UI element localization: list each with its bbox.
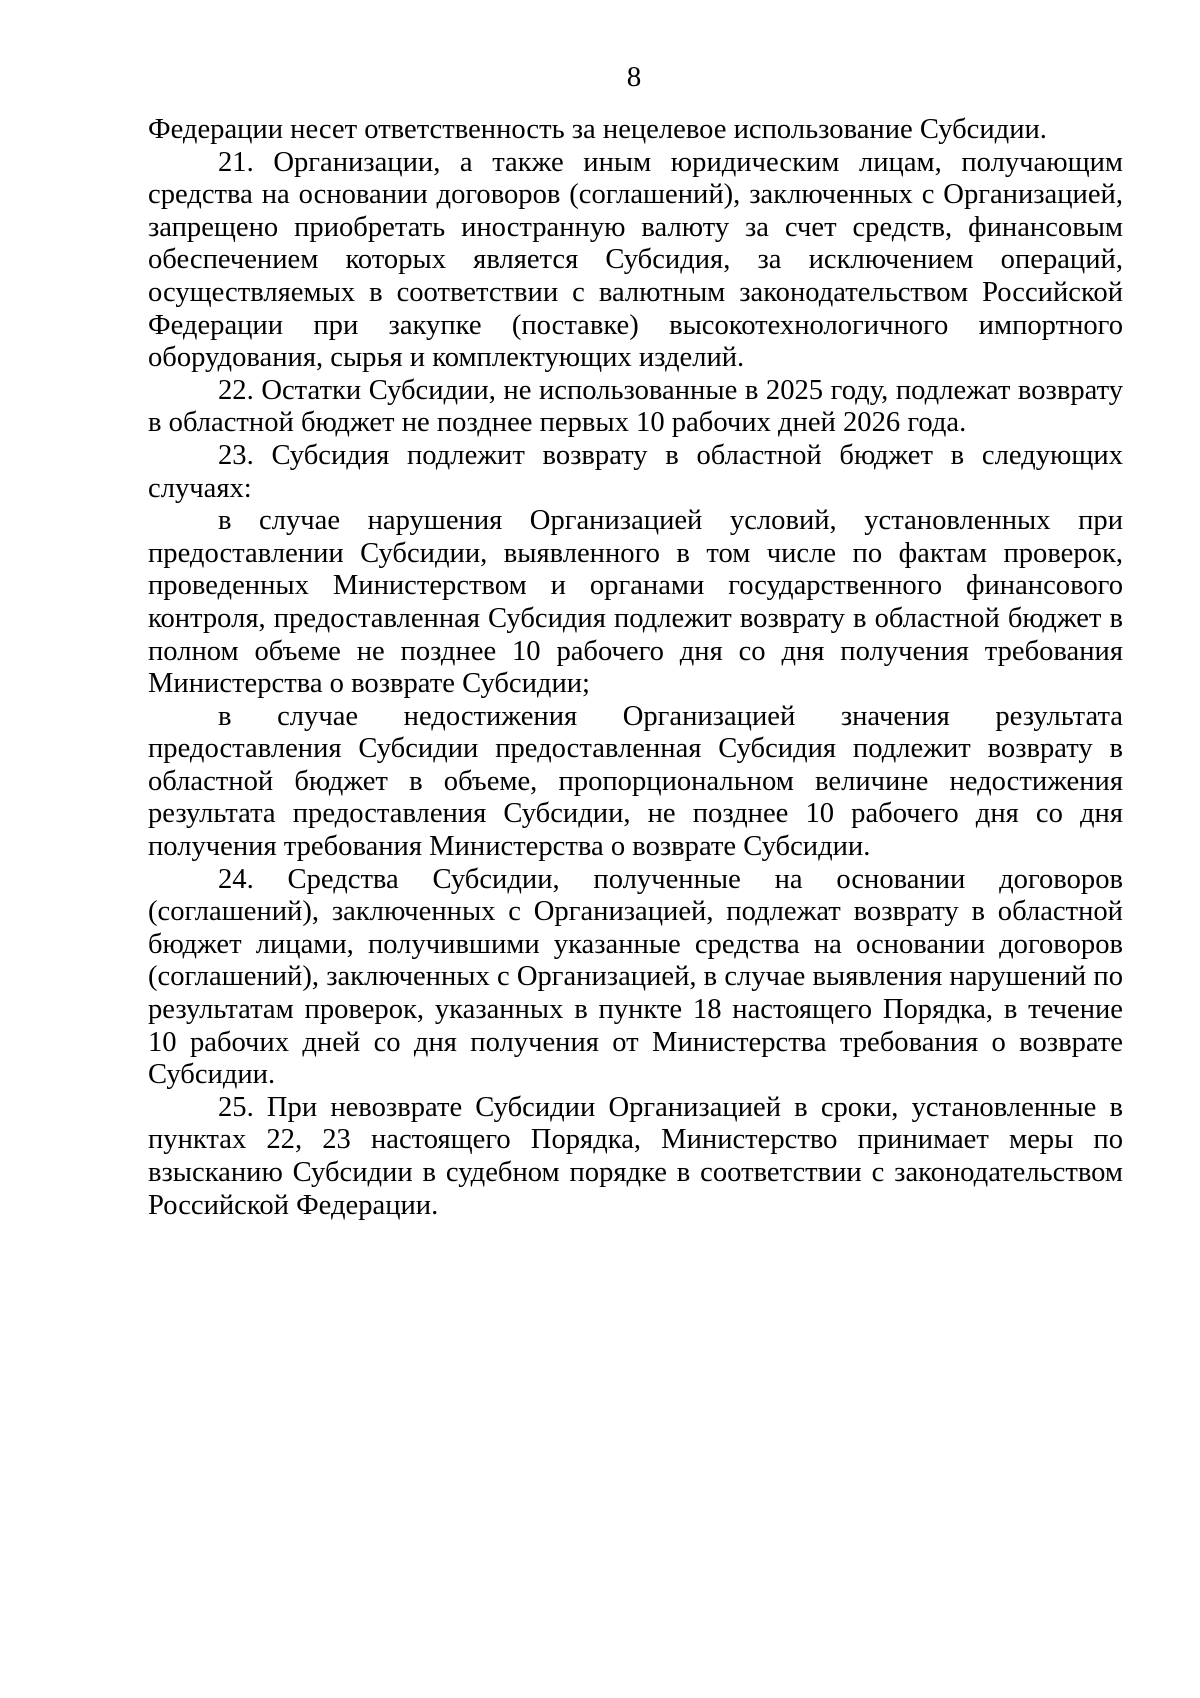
paragraph-continuation: Федерации несет ответственность за нецелевое использование Субсидии. <box>148 114 1047 145</box>
document-body <box>148 114 1123 1222</box>
paragraph-22: 22. Остатки Субсидии, не использованные в 2025 году, подлежат возврату в областной бюджет не позднее первых 10 рабочих дней 2026 года. <box>148 374 1123 439</box>
paragraph-23-case-violation: в случае нарушения Организацией условий, установленных при предоставлении Субсидии, выявленного в том числе по фактам проверок, проведенных Министерством и органами государственного финансового контроля, предоставленная Субсидия подлежит возврату в областной бюджет в полном объеме не позднее 10 рабочего дня со дня получения требования Министерства о возврате Субсидии; <box>148 505 1123 700</box>
paragraph-23: 23. Субсидия подлежит возврату в областной бюджет в следующих случаях: <box>148 439 1123 504</box>
paragraph-21: 21. Организации, а также иным юридическим лицам, получающим средства на основании договоров (соглашений), заключенных с Организацией, запрещено приобретать иностранную валюту за счет средств, финансовым обеспечением которых является Субсидия, за исключением операций, осуществляемых в соответствии с валютным законодательством Российской Федерации при закупке (поставке) высокотехнологичного импортного оборудования, сырья и комплектующих изделий. <box>148 146 1123 374</box>
paragraph-25: 25. При невозврате Субсидии Организацией в сроки, установленные в пунктах 22, 23 настоящего Порядка, Министерство принимает меры по взысканию Субсидии в судебном порядке в соответствии с законодательством Российской Федерации. <box>148 1091 1123 1221</box>
paragraph-24: 24. Средства Субсидии, полученные на основании договоров (соглашений), заключенных с Организацией, подлежат возврату в областной бюджет лицами, получившими указанные средства на основании договоров (соглашений), заключенных с Организацией, в случае выявления нарушений по результатам проверок, указанных в пункте 18 настоящего Порядка, в течение 10 рабочих дней со дня получения от Министерства требования о возврате Субсидии. <box>148 863 1123 1091</box>
page-number: 8 <box>626 61 642 93</box>
paragraph-23-case-underachievement: в случае недостижения Организацией значения результата предоставления Субсидии предоставленная Субсидия подлежит возврату в областной бюджет в объеме, пропорциональном величине недостижения результата предоставления Субсидии, не позднее 10 рабочего дня со дня получения требования Министерства о возврате Субсидии. <box>148 700 1123 863</box>
